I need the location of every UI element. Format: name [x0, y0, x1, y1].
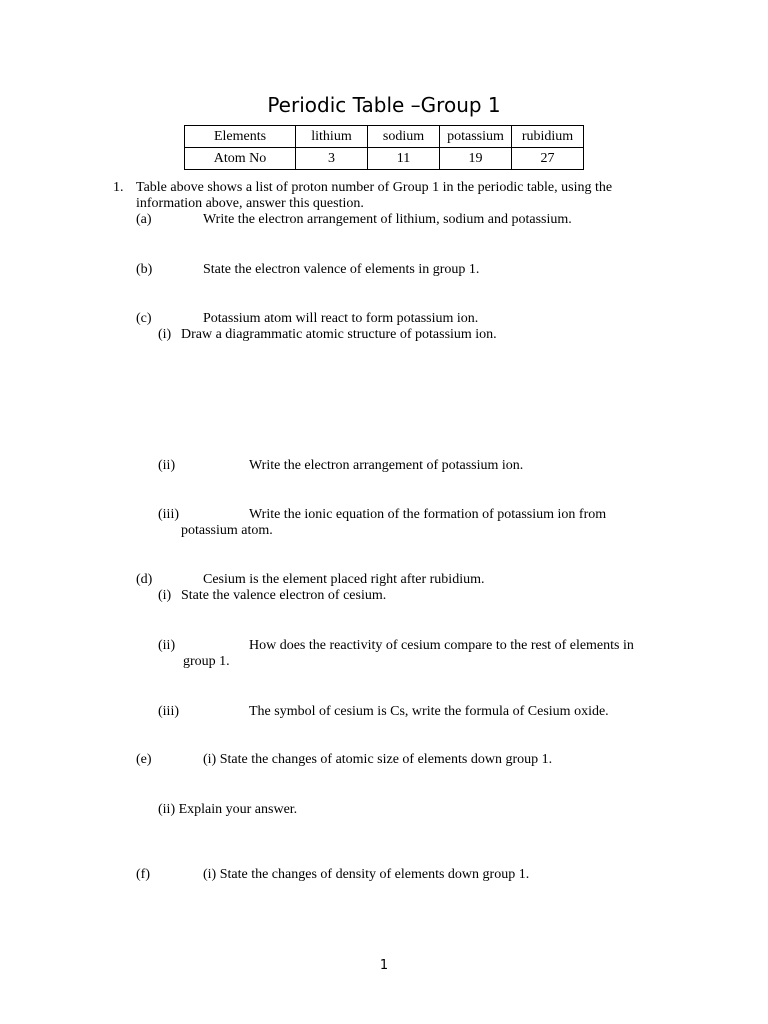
part-c-label: (c) [136, 311, 152, 326]
part-a-text: Write the electron arrangement of lithium, sodium and potassium. [203, 212, 572, 227]
question-intro-line2: information above, answer this question. [136, 196, 364, 211]
part-e-label: (e) [136, 752, 152, 767]
table-cell: 19 [440, 148, 512, 170]
table-cell: potassium [440, 126, 512, 148]
part-c-text: Potassium atom will react to form potassium ion. [203, 311, 479, 326]
part-d-label: (d) [136, 572, 153, 587]
group1-table [184, 125, 584, 170]
table-cell: sodium [368, 126, 440, 148]
question-number: 1. [113, 180, 124, 195]
part-f-label: (f) [136, 867, 150, 882]
part-d-ii-text-line2: group 1. [183, 654, 230, 669]
part-d-text: Cesium is the element placed right after rubidium. [203, 572, 485, 587]
part-e-i-text: (i) State the changes of atomic size of elements down group 1. [203, 752, 553, 767]
part-f-i-text: (i) State the changes of density of elements down group 1. [203, 867, 530, 882]
part-d-ii-text-line1: How does the reactivity of cesium compare to the rest of elements in [249, 638, 634, 653]
page-title: Periodic Table –Group 1 [267, 93, 501, 117]
table-cell: lithium [296, 126, 368, 148]
part-d-i-label: (i) [158, 588, 172, 603]
part-a-label: (a) [136, 212, 152, 227]
part-c-i-label: (i) [158, 327, 172, 342]
question-intro-line1: Table above shows a list of proton number of Group 1 in the periodic table, using the [136, 180, 613, 195]
table-cell: 27 [512, 148, 584, 170]
part-d-ii-label: (ii) [158, 638, 176, 653]
part-b-label: (b) [136, 262, 153, 277]
table-row [185, 126, 584, 148]
part-c-ii-text: Write the electron arrangement of potassium ion. [249, 458, 524, 473]
part-e-ii-text: (ii) Explain your answer. [158, 802, 298, 817]
part-c-ii-label: (ii) [158, 458, 176, 473]
page-number: 1 [379, 958, 389, 973]
part-d-iii-text: The symbol of cesium is Cs, write the formula of Cesium oxide. [249, 704, 609, 719]
table-cell: rubidium [512, 126, 584, 148]
table-cell: 3 [296, 148, 368, 170]
part-d-i-text: State the valence electron of cesium. [181, 588, 387, 603]
part-c-iii-text-line2: potassium atom. [181, 523, 273, 538]
part-c-iii-label: (iii) [158, 507, 179, 522]
part-b-text: State the electron valence of elements in group 1. [203, 262, 480, 277]
part-c-iii-text-line1: Write the ionic equation of the formation of potassium ion from [249, 507, 607, 522]
part-d-iii-label: (iii) [158, 704, 179, 719]
table-cell: Atom No [185, 148, 296, 170]
part-c-i-text: Draw a diagrammatic atomic structure of potassium ion. [181, 327, 497, 342]
table-cell: 11 [368, 148, 440, 170]
table-row [185, 148, 584, 170]
table-cell: Elements [185, 126, 296, 148]
